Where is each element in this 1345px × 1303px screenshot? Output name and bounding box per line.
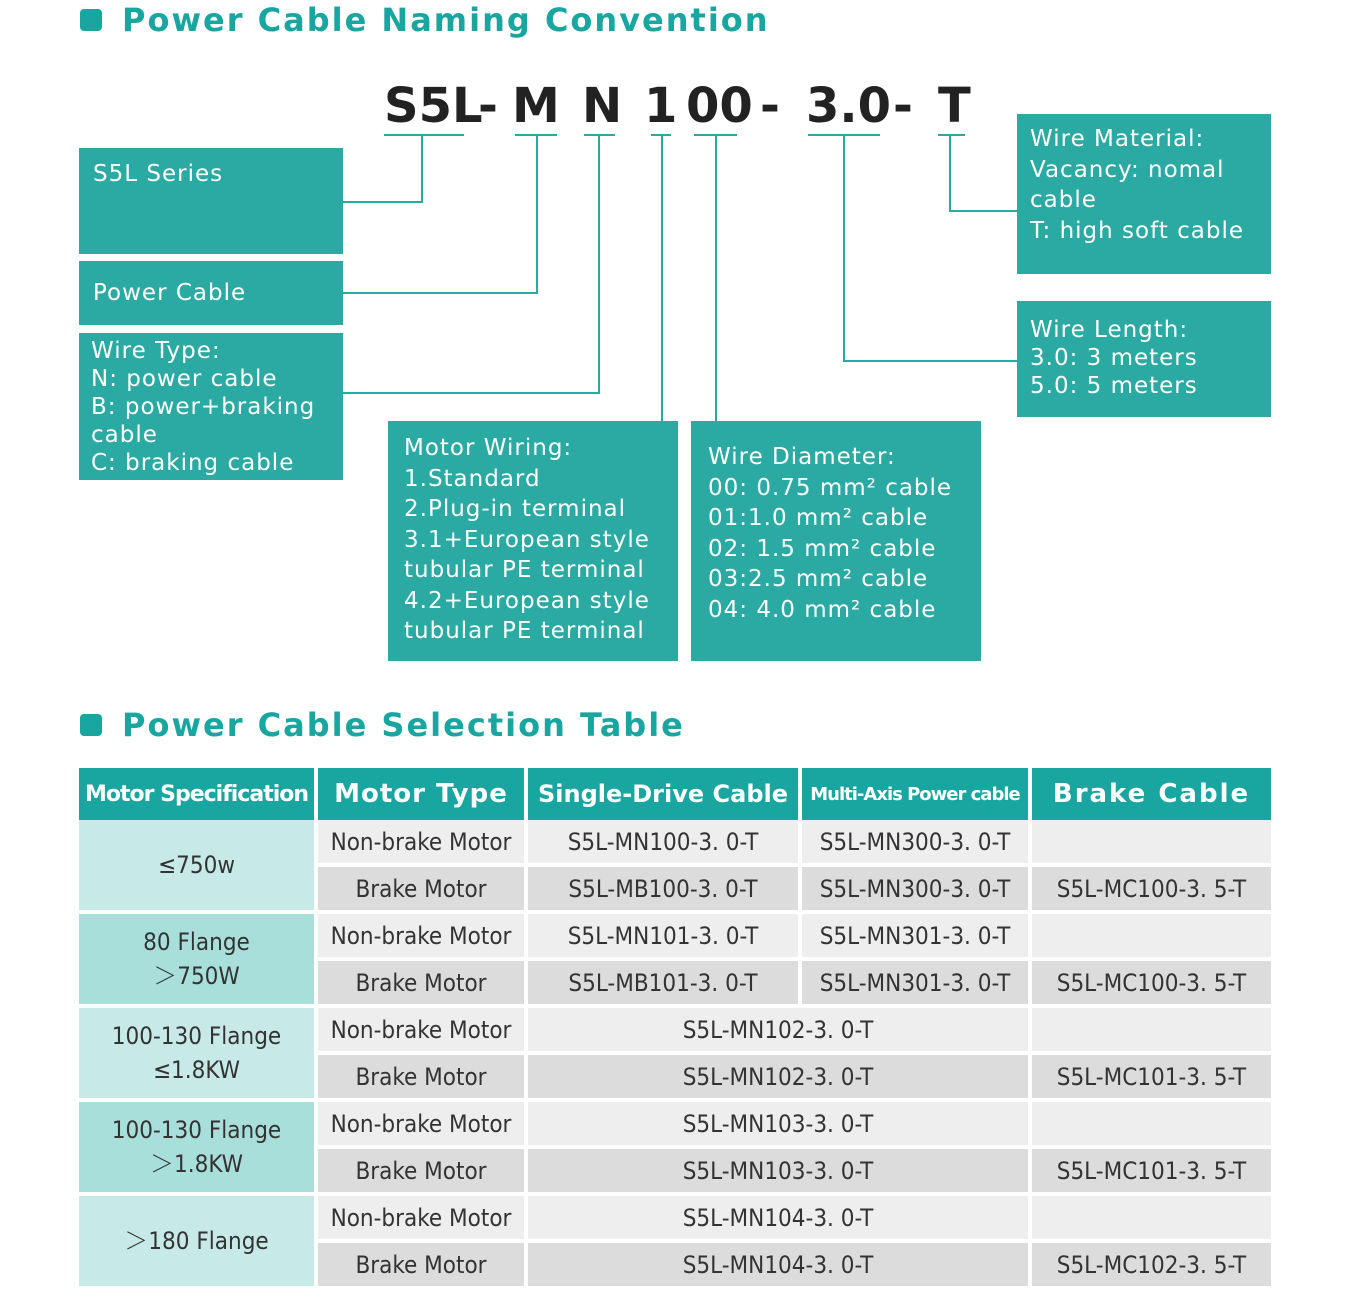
- code-part-material: T: [938, 78, 971, 134]
- code-part-dash-3: -: [893, 78, 913, 134]
- spec-line: ＞180 Flange: [124, 1227, 269, 1255]
- spec-cell: [79, 1008, 318, 1102]
- connector-wire-type: [343, 135, 599, 393]
- spec-cell: [79, 1102, 318, 1196]
- brake-cable-cell: [1032, 1102, 1271, 1149]
- motor-type-cell: Brake Motor: [318, 961, 528, 1008]
- motor-wiring-line: 1.Standard: [404, 465, 541, 492]
- code-part-m: M: [512, 78, 560, 134]
- wire-material-box: [1017, 114, 1271, 274]
- spec-line: ＞750W: [153, 962, 240, 990]
- code-part-dash-2: -: [760, 78, 780, 134]
- motor-wiring-title: Motor Wiring:: [404, 435, 573, 461]
- brake-cable-cell: [1032, 1008, 1271, 1055]
- table-row: [79, 820, 1271, 867]
- header-multi-axis-power-cable: Multi-Axis Power cable: [802, 768, 1032, 820]
- multi-axis-cell: S5L-MN300-3. 0-T: [802, 820, 1032, 867]
- single-drive-cell: S5L-MN100-3. 0-T: [528, 820, 802, 867]
- wire-type-line: N: power cable: [91, 366, 278, 392]
- wire-diameter-line: 02: 1.5 mm² cable: [708, 535, 937, 562]
- code-part-length: 3.0: [806, 78, 892, 134]
- selection-title: Power Cable Selection Table: [122, 706, 685, 744]
- table-row: [79, 1196, 1271, 1243]
- merged-cable-cell: S5L-MN102-3. 0-T: [528, 1055, 1032, 1102]
- wire-diameter-line: 04: 4.0 mm² cable: [708, 596, 937, 623]
- table-header-row: [79, 768, 1271, 820]
- connector-wire-material: [950, 135, 1017, 211]
- motor-type-cell: Brake Motor: [318, 1149, 528, 1196]
- header-brake-cable: Brake Cable: [1032, 768, 1271, 820]
- connector-series: [343, 135, 422, 202]
- brake-cable-cell: S5L-MC100-3. 5-T: [1032, 961, 1271, 1008]
- table-row: [79, 914, 1271, 961]
- merged-cable-cell: S5L-MN103-3. 0-T: [528, 1102, 1032, 1149]
- wire-length-line: 5.0: 5 meters: [1030, 373, 1198, 399]
- spec-line: 100-130 Flange: [111, 1022, 282, 1050]
- motor-type-cell: Brake Motor: [318, 1243, 528, 1290]
- spec-cell: [79, 914, 318, 1008]
- spec-line: ≤750w: [158, 851, 235, 879]
- brake-cable-cell: [1032, 1196, 1271, 1243]
- single-drive-cell: S5L-MB101-3. 0-T: [528, 961, 802, 1008]
- wire-diameter-line: 03:2.5 mm² cable: [708, 566, 929, 592]
- wire-material-line: T: high soft cable: [1030, 217, 1244, 244]
- code-part-n: N: [582, 78, 623, 134]
- merged-cable-cell: S5L-MN103-3. 0-T: [528, 1149, 1032, 1196]
- wire-diameter-line: 00: 0.75 mm² cable: [708, 474, 953, 501]
- spec-line: 80 Flange: [143, 928, 250, 956]
- table-row: [79, 1102, 1271, 1149]
- motor-wiring-line: 4.2+European style: [404, 587, 650, 614]
- motor-type-cell: Non-brake Motor: [318, 1008, 528, 1055]
- spec-line: ＞1.8KW: [150, 1150, 243, 1178]
- connector-power-cable: [343, 135, 537, 293]
- motor-type-cell: Non-brake Motor: [318, 1102, 528, 1149]
- brake-cable-cell: S5L-MC100-3. 5-T: [1032, 867, 1271, 914]
- square-bullet-icon: [80, 714, 102, 736]
- wire-length-box: [1017, 301, 1271, 417]
- motor-type-cell: Non-brake Motor: [318, 820, 528, 867]
- table-row: [79, 1008, 1271, 1055]
- spec-cell: [79, 1196, 318, 1290]
- motor-wiring-line: 3.1+European style: [404, 526, 650, 553]
- power-cable-box-line: Power Cable: [93, 280, 247, 306]
- wire-material-line: cable: [1030, 187, 1097, 213]
- multi-axis-cell: S5L-MN301-3. 0-T: [802, 961, 1032, 1008]
- wire-diameter-title: Wire Diameter:: [708, 444, 896, 470]
- code-part-wiring: 1: [644, 78, 678, 134]
- selection-table: [79, 768, 1271, 1290]
- merged-cable-cell: S5L-MN104-3. 0-T: [528, 1196, 1032, 1243]
- wire-diameter-box: [691, 421, 981, 661]
- motor-type-cell: Brake Motor: [318, 867, 528, 914]
- wire-material-line: Vacancy: nomal: [1030, 156, 1225, 183]
- wire-length-line: 3.0: 3 meters: [1030, 345, 1198, 371]
- header-motor-type: Motor Type: [318, 768, 528, 820]
- brake-cable-cell: [1032, 914, 1271, 961]
- wire-diameter-line: 01:1.0 mm² cable: [708, 505, 929, 531]
- series-box: [79, 148, 343, 254]
- code-part-series: S5L: [384, 78, 483, 134]
- wire-type-line: B: power+braking: [91, 394, 316, 420]
- motor-type-cell: Non-brake Motor: [318, 1196, 528, 1243]
- single-drive-cell: S5L-MB100-3. 0-T: [528, 867, 802, 914]
- wire-length-title: Wire Length:: [1030, 317, 1189, 343]
- series-box-line: S5L Series: [93, 161, 224, 187]
- spec-cell: [79, 820, 318, 914]
- motor-wiring-line: 2.Plug-in terminal: [404, 496, 627, 522]
- merged-cable-cell: S5L-MN102-3. 0-T: [528, 1008, 1032, 1055]
- spec-line: ≤1.8KW: [152, 1056, 241, 1084]
- brake-cable-cell: S5L-MC101-3. 5-T: [1032, 1149, 1271, 1196]
- motor-wiring-box: [388, 421, 678, 661]
- motor-wiring-line: tubular PE terminal: [404, 618, 645, 644]
- wire-type-line: cable: [91, 422, 158, 448]
- single-drive-cell: S5L-MN101-3. 0-T: [528, 914, 802, 961]
- merged-cable-cell: S5L-MN104-3. 0-T: [528, 1243, 1032, 1290]
- header-single-drive-cable: Single-Drive Cable: [528, 768, 802, 820]
- motor-type-cell: Non-brake Motor: [318, 914, 528, 961]
- connector-wire-length: [844, 135, 1017, 361]
- brake-cable-cell: [1032, 820, 1271, 867]
- spec-line: 100-130 Flange: [111, 1116, 282, 1144]
- selection-section-title: [80, 705, 685, 745]
- wire-material-title: Wire Material:: [1030, 126, 1205, 152]
- header-motor-specification: Motor Specification: [79, 768, 318, 820]
- wire-type-line: C: braking cable: [91, 450, 295, 476]
- code-part-dash-1: -: [478, 78, 498, 134]
- code-part-diameter: 00: [686, 78, 753, 134]
- wire-type-title: Wire Type:: [91, 338, 221, 364]
- brake-cable-cell: S5L-MC101-3. 5-T: [1032, 1055, 1271, 1102]
- motor-wiring-line: tubular PE terminal: [404, 557, 645, 583]
- power-cable-box: [79, 261, 343, 325]
- naming-title: Power Cable Naming Convention: [122, 1, 770, 39]
- motor-type-cell: Brake Motor: [318, 1055, 528, 1102]
- multi-axis-cell: S5L-MN301-3. 0-T: [802, 914, 1032, 961]
- brake-cable-cell: S5L-MC102-3. 5-T: [1032, 1243, 1271, 1290]
- multi-axis-cell: S5L-MN300-3. 0-T: [802, 867, 1032, 914]
- wire-type-box: [79, 333, 343, 480]
